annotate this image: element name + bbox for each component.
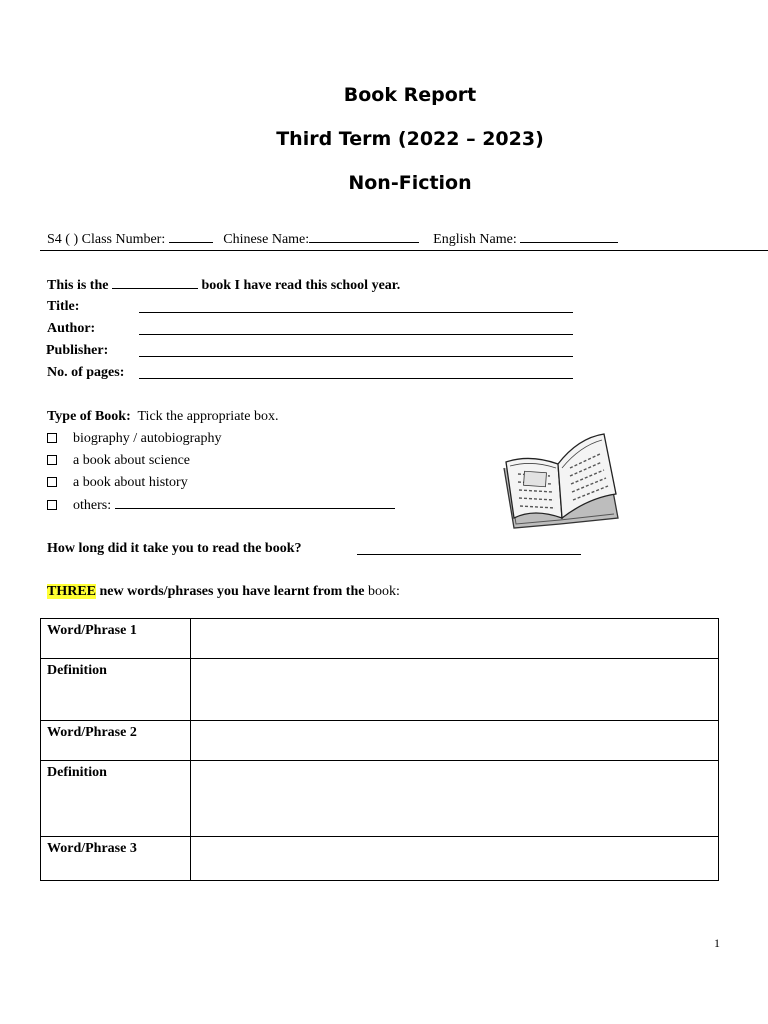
pages-field[interactable]: [139, 366, 573, 379]
answer-cell[interactable]: [191, 721, 719, 761]
checkbox[interactable]: [47, 433, 57, 443]
publisher-label: Publisher:: [46, 343, 109, 358]
table-row: [41, 659, 719, 721]
reading-time-question: How long did it take you to read the book?: [47, 541, 302, 556]
answer-cell[interactable]: [191, 619, 719, 659]
type-of-book-label: Type of Book:: [47, 409, 131, 424]
report-category: Non-Fiction: [348, 172, 472, 194]
english-name-field[interactable]: [520, 230, 618, 243]
highlighted-count: THREE: [47, 584, 97, 599]
others-field[interactable]: [115, 496, 395, 509]
chinese-name-label: Chinese Name:: [223, 232, 310, 247]
class-label: S4 ( ): [47, 232, 79, 247]
words-intro-bold: new words/phrases you have learnt from the: [99, 584, 365, 599]
class-number-label: Class Number:: [81, 232, 166, 247]
row-label: Word/Phrase 2: [41, 721, 191, 761]
table-row: [41, 721, 719, 761]
author-label: Author:: [47, 321, 96, 336]
checkbox[interactable]: [47, 477, 57, 487]
student-info-row: [47, 230, 618, 249]
pages-label: No. of pages:: [47, 365, 125, 380]
report-term: Third Term (2022 – 2023): [276, 128, 544, 150]
title-label: Title:: [47, 299, 80, 314]
words-intro-plain: book:: [367, 584, 400, 599]
row-label: Definition: [41, 659, 191, 721]
option-history[interactable]: a book about history: [47, 474, 188, 492]
row-label: Word/Phrase 3: [41, 837, 191, 881]
publisher-field[interactable]: [139, 344, 573, 357]
page-number: 1: [714, 936, 720, 950]
option-biography[interactable]: biography / autobiography: [47, 430, 222, 448]
checkbox[interactable]: [47, 455, 57, 465]
option-science[interactable]: a book about science: [47, 452, 190, 470]
answer-cell[interactable]: [191, 659, 719, 721]
author-field[interactable]: [139, 322, 573, 335]
answer-cell[interactable]: [191, 837, 719, 881]
title-field[interactable]: [139, 300, 573, 313]
words-table: [40, 618, 719, 881]
intro-before-text: This is the: [47, 278, 109, 293]
row-label: Definition: [41, 761, 191, 837]
intro-line: [47, 276, 400, 295]
intro-after-text: book I have read this school year.: [201, 278, 401, 293]
answer-cell[interactable]: [191, 761, 719, 837]
english-name-label: English Name:: [433, 232, 517, 247]
class-number-field[interactable]: [169, 230, 213, 243]
type-of-book-instruction: Tick the appropriate box.: [137, 409, 279, 424]
checkbox[interactable]: [47, 500, 57, 510]
reading-time-field[interactable]: [357, 542, 581, 555]
report-title: Book Report: [343, 84, 477, 106]
words-intro: [47, 583, 400, 601]
type-of-book-heading: [47, 408, 279, 426]
row-label: Word/Phrase 1: [41, 619, 191, 659]
table-row: [41, 761, 719, 837]
table-row: [41, 619, 719, 659]
section-divider: [40, 250, 768, 251]
open-book-icon: [500, 432, 624, 536]
chinese-name-field[interactable]: [309, 230, 419, 243]
option-others[interactable]: others:: [47, 496, 395, 515]
book-ordinal-field[interactable]: [112, 276, 198, 289]
table-row: [41, 837, 719, 881]
